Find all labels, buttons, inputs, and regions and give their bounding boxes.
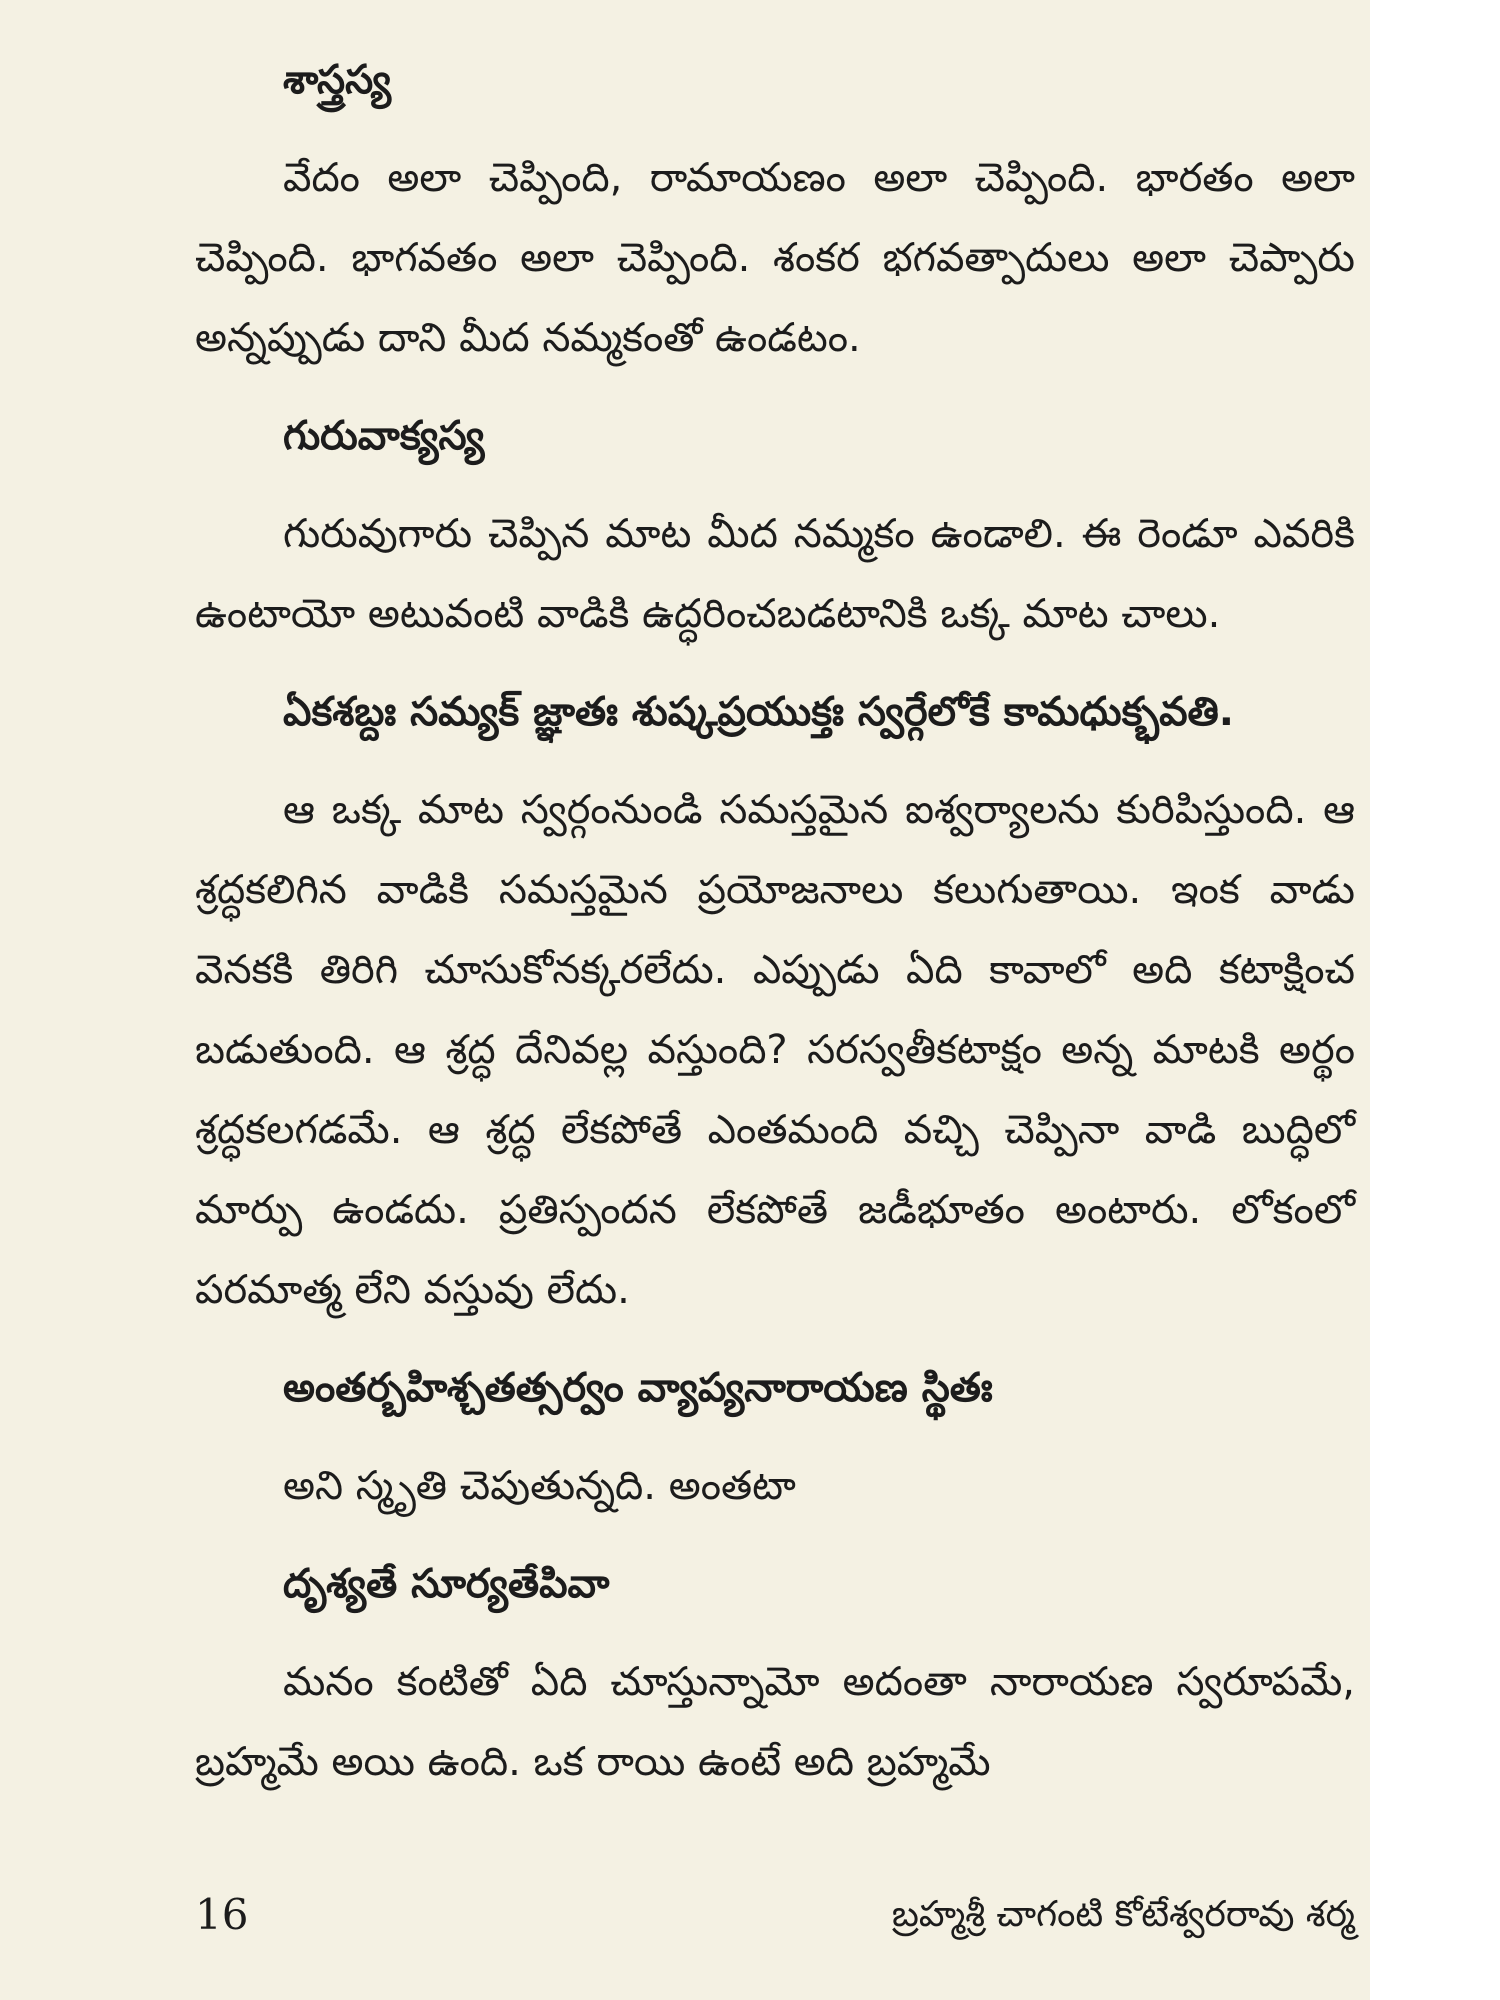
paragraph-5: మనం కంటితో ఏది చూస్తున్నామో అదంతా నారాయణ స్వరూపమే, బ్రహ్మమే అయి ఉంది. ఒక రాయి ఉంటే అది బ్రహ్మమే (195, 1659, 1355, 1785)
section-heading-guruvakyasya: గురువాక్యస్య (283, 413, 485, 459)
paragraph-2: గురువుగారు చెప్పిన మాట మీద నమ్మకం ఉండాలి. ఈ రెండూ ఎవరికి ఉంటాయో అటువంటి వాడికి ఉద్ధరించబడటానికి ఒక్క మాట చాలు. (195, 511, 1355, 637)
page-margin (1370, 0, 1500, 2000)
author-name: బ్రహ్మశ్రీ చాగంటి కోటేశ్వరరావు శర్మ (891, 1894, 1355, 1935)
sanskrit-verse-heading-3: దృశ్యతే సూర్యతేపివా (283, 1561, 610, 1607)
paragraph-1: వేదం అలా చెప్పింది, రామాయణం అలా చెప్పింది. భారతం అలా చెప్పింది. భాగవతం అలా చెప్పింది. శంకర భగవత్పాదులు అలా చెప్పారు అన్నప్పుడు దాని మీద నమ్మకంతో ఉండటం. (195, 155, 1355, 361)
section-heading-shastrasya: శాస్త్రస్య (283, 57, 392, 103)
page-footer (195, 1880, 1355, 1950)
page-number: 16 (195, 1890, 249, 1939)
page-body (195, 40, 1355, 1820)
paragraph-3: ఆ ఒక్క మాట స్వర్గంనుండి సమస్తమైన ఐశ్వర్యాలను కురిపిస్తుంది. ఆ శ్రద్ధకలిగిన వాడికి సమస్తమైన ప్రయోజనాలు కలుగుతాయి. ఇంక వాడు వెనకకి తిరిగి చూసుకోనక్కరలేదు. ఎప్పుడు ఏది కావాలో అది కటాక్షించ బడుతుంది. ఆ శ్రద్ధ దేనివల్ల వస్తుంది? సరస్వతీకటాక్షం అన్న మాటకి అర్థం శ్రద్ధకలగడమే. ఆ శ్రద్ధ లేకపోతే ఎంతమంది వచ్చి చెప్పినా వాడి బుద్ధిలో మార్పు ఉండదు. ప్రతిస్పందన లేకపోతే జడీభూతం అంటారు. లోకంలో పరమాత్మ లేని వస్తువు లేదు. (195, 787, 1355, 1313)
sanskrit-verse-heading: ఏకశబ్దః సమ్యక్ జ్ఞాతః శుష్కప్రయుక్తః స్వర్గేలోకే కామధుక్భవతి. (283, 689, 1234, 735)
sanskrit-verse-heading-2: అంతర్బహిశ్చతత్సర్వం వ్యాప్యనారాయణ స్థితః (283, 1365, 993, 1411)
paragraph-4: అని స్మృతి చెపుతున్నది. అంతటా (283, 1463, 796, 1509)
